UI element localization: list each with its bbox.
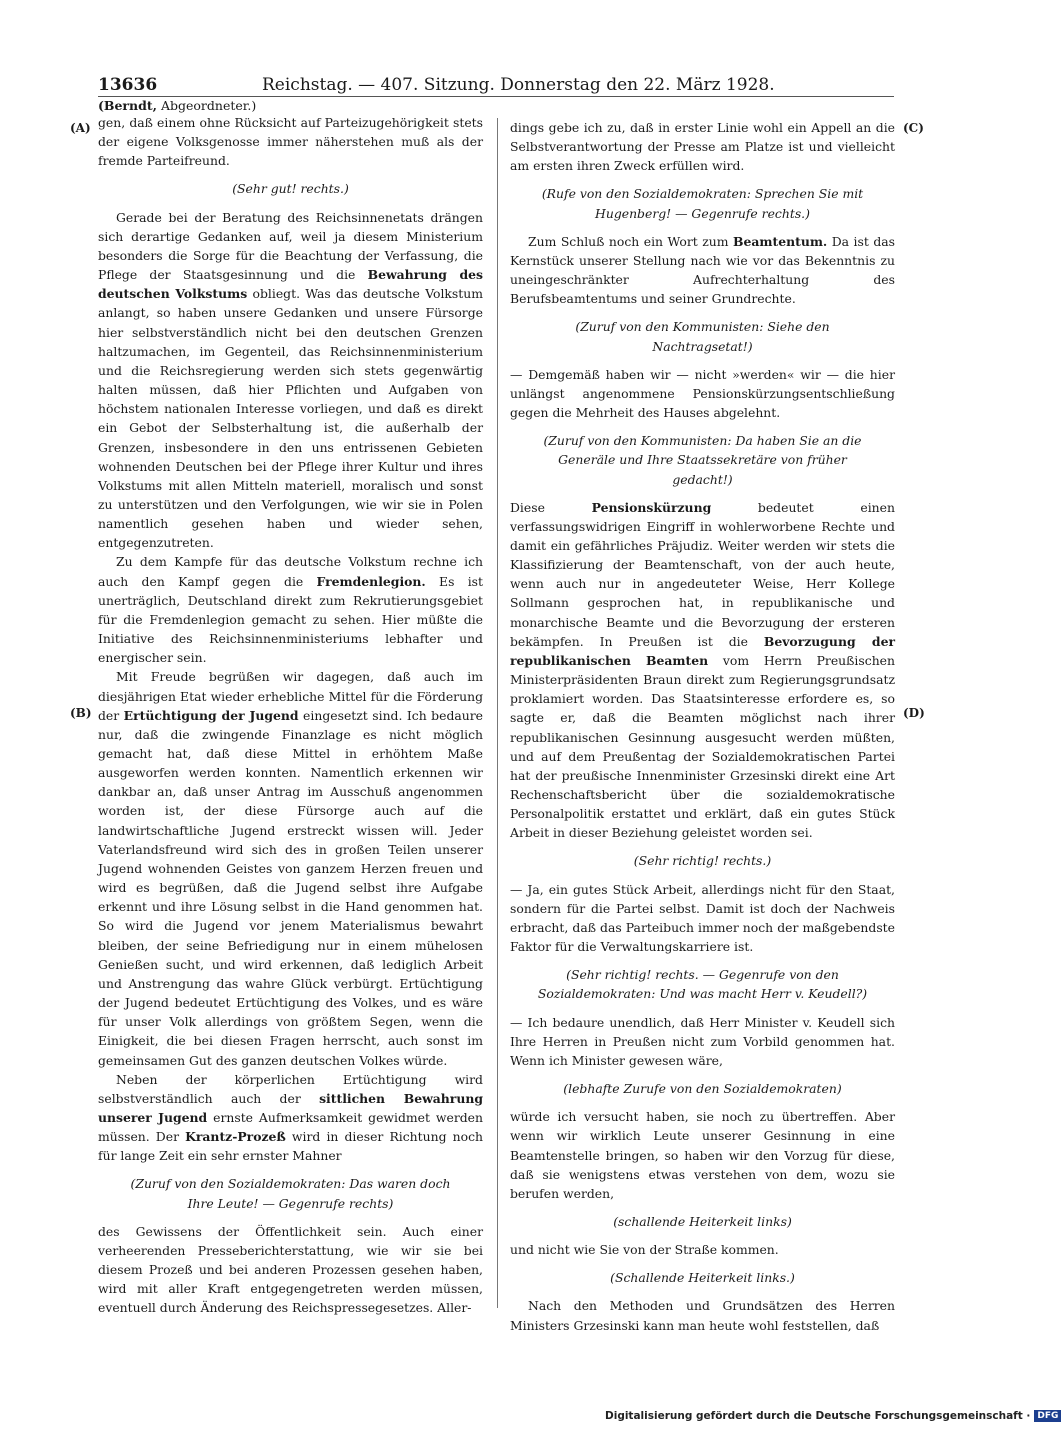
emphasis: sittlichen Bewahrung unserer Jugend [98, 1090, 484, 1125]
paragraph: dings gebe ich zu, daß in erster Linie wohl ein Appell an die Selbstverantwortung der Presse am Platze ist und vielleicht am ersten ihren Zweck erfüllen wird. [510, 120, 895, 174]
speaker-role: Abgeordneter.) [160, 98, 257, 113]
margin-marker-b: (B) [70, 706, 92, 720]
emphasis: Fremdenlegion. [316, 573, 426, 589]
right-column [510, 118, 895, 1333]
interjection: (Zuruf von den Kommunisten: Siehe den Nachtragsetat!) [575, 319, 830, 354]
interjection: (Zuruf von den Kommunisten: Da haben Sie an die Generäle und Ihre Staatssekretäre von früher gedacht!) [543, 433, 862, 487]
emphasis: Bewahrung des deutschen Volkstums [98, 267, 484, 302]
margin-marker-d: (D) [903, 706, 925, 720]
column-divider [497, 118, 498, 1308]
paragraph: Zum Schluß noch ein Wort zum Beamtentum. Da ist das Kernstück unserer Stellung nach wie vor das Bekenntnis zu uneingeschränkter Aufrechterhaltung des Berufsbeamtentums und seiner Grundrechte. [510, 233, 895, 307]
paragraph: Nach den Methoden und Grundsätzen des Herren Ministers Grzesinski kann man heute wohl feststellen, daß [510, 1298, 895, 1333]
header-title: Reichstag. — 407. Sitzung. Donnerstag den 22. März 1928. [262, 75, 775, 95]
paragraph: Diese Pensionskürzung bedeutet einen verfassungswidrigen Eingriff in wohlerworbene Rechte und damit ein gefährliches Präjudiz. Weiter werden wir stets die Klassifizierung der Beamtenschaft, von der auch heute, wenn auch nur in angedeuteter Weise, Herr Kollege Sollmann gesprochen hat, in republikanische und monarchische Beamte und die Bevorzugung der ersteren bekämpfen. In Preußen ist die Bevorzugung der republikanischen Beamten vom Herrn Preußischen Ministerpräsidenten Braun direkt zum Regierungsgrundsatz proklamiert worden. Das Staatsinteresse erfordere es, so sagte er, daß die Beamten möglichst nach ihrer republikanischen Gesinnung ausgesucht werden müßten, und auf dem Preußentag der Sozialdemokratischen Partei hat der preußische Innenminister Grzesinski direkt eine Art Rechenschaftsbericht über die sozialdemokratische Personalpolitik erstattet und erklärt, daß ein gutes Stück Arbeit in dieser Beziehung geleistet worden sei. [510, 499, 895, 841]
paragraph: würde ich versucht haben, sie noch zu übertreffen. Aber wenn wir wirklich Leute unserer Gesinnung in eine Beamtenstelle bringen, so haben wir den Vorzug für diese, daß sie wenigstens etwas verstehen von dem, wozu sie berufen werden, [510, 1109, 895, 1201]
paragraph: Neben der körperlichen Ertüchtigung wird selbstverständlich auch der sittlichen Bewahrung unserer Jugend ernste Aufmerksamkeit gewidmet werden müssen. Der Krantz-Prozeß wird in dieser Richtung noch für lange Zeit ein sehr ernster Mahner [98, 1071, 484, 1164]
emphasis: Krantz-Prozeß [185, 1129, 286, 1145]
interjection: (schallende Heiterkeit links) [613, 1213, 792, 1229]
interjection: (Sehr richtig! rechts.) [633, 853, 772, 869]
paragraph: — Demgemäß haben wir — nicht »werden« wir — die hier unlängst angenommene Pensionskürzungsentschließung gegen die Mehrheit des Hauses abgelehnt. [510, 366, 895, 421]
interjection: (Zuruf von den Sozialdemokraten: Das waren doch Ihre Leute! — Gegenrufe rechts) [130, 1176, 451, 1211]
paragraph: — Ja, ein gutes Stück Arbeit, allerdings nicht für den Staat, sondern für die Partei selbst. Damit ist doch der Nachweis erbracht, daß das Parteibuch immer noch der maßgebendste Faktor für die Verwaltungskarriere ist. [510, 881, 895, 955]
paragraph: Gerade bei der Beratung des Reichsinnenetats drängen sich derartige Gedanken auf, weil ja diesem Ministerium besonders die Sorge für die Beachtung der Verfassung, die Pflege der Staatsgesinnung und die Bewahrung des deutschen Volkstums obliegt. Was das deutsche Volkstum anlangt, so haben unsere Gedanken und unsere Fürsorge hier selbstverständlich nicht bei den deutschen Grenzen haltzumachen, im Gegenteil, das Reichsinnenministerium und die Reichsregierung werden sich stets gegenwärtig halten müssen, daß hier Pflichten und Aufgaben von höchstem nationalen Interesse vorliegen, und daß es direkt ein Gebot der Selbsterhaltung ist, die außerhalb der Grenzen, insbesondere in den uns entrissenen Gebieten wohnenden Deutschen bei der Pflege ihrer Kultur und ihres Volkstums mit allen Mitteln materiell, moralisch und sonst zu unterstützen und den Verfolgungen, wie wir sie in Polen namentlich gesehen haben und wieder sehen, entgegenzutreten. [98, 209, 484, 551]
interjection: (Rufe von den Sozialdemokraten: Sprechen Sie mit Hugenberg! — Gegenrufe rechts.) [541, 186, 864, 221]
interjection: (lebhafte Zurufe von den Sozialdemokraten) [563, 1081, 842, 1097]
dfg-logo: DFG [1034, 1410, 1061, 1422]
page-number: 13636 [98, 75, 158, 95]
paragraph: gen, daß einem ohne Rücksicht auf Parteizugehörigkeit stets der eigene Volksgenosse immer näherstehen muß als der fremde Parteifreund. [98, 115, 483, 169]
emphasis: Ertüchtigung der Jugend [123, 707, 299, 723]
emphasis: Pensionskürzung [591, 499, 712, 515]
paragraph: Mit Freude begrüßen wir dagegen, daß auch im diesjährigen Etat wieder erhebliche Mittel für die Förderung der Ertüchtigung der Jugend eingesetzt sind. Ich bedaure nur, daß die zwingende Finanzlage es nicht möglich gemacht hat, daß diese Mittel in erhöhtem Maße ausgeworfen werden konnten. Namentlich erkennen wir dankbar an, daß unser Antrag im Ausschuß angenommen worden ist, der diese Fürsorge auch auf die landwirtschaftliche Jugend erstreckt wissen will. Jeder Vaterlandsfreund wird sich des in großen Teilen unserer Jugend wohnenden Geistes von ganzem Herzen freuen und wird es begrüßen, daß die Jugend selbst ihre Aufgabe erkennt und ihre Lösung selbst in die Hand genommen hat. So wird die Jugend vor jenem Materialismus bewahrt bleiben, der seine Befriedigung nur in einem mühelosen Genießen sucht, und wird erkennen, daß lediglich Arbeit und Anstrengung das wahre Glück verbürgt. Ertüchtigung der Jugend bedeutet Ertüchtigung des Volkes, und es wäre für unser Volk allerdings von größtem Segen, wenn die Einigkeit, die bei diesen Fragen herrscht, auch sonst im gemeinsamen Gut des ganzen deutschen Volkes würde. [98, 669, 483, 1068]
speaker-name: (Berndt, [98, 98, 157, 113]
emphasis: Beamtentum. [732, 233, 828, 249]
digitization-credit [605, 1410, 1061, 1422]
interjection: (Sehr gut! rechts.) [232, 181, 349, 197]
interjection: (Sehr richtig! rechts. — Gegenrufe von den Sozialdemokraten: Und was macht Herr v. Keudell?) [537, 967, 868, 1002]
credit-text: Digitalisierung gefördert durch die Deutsche Forschungsgemeinschaft · [605, 1410, 1031, 1422]
margin-marker-a: (A) [70, 121, 91, 135]
page-header [98, 72, 894, 98]
left-column [98, 113, 484, 1316]
interjection: (Schallende Heiterkeit links.) [610, 1270, 795, 1286]
paragraph: und nicht wie Sie von der Straße kommen. [510, 1242, 779, 1258]
margin-marker-c: (C) [903, 121, 924, 135]
paragraph: — Ich bedaure unendlich, daß Herr Minister v. Keudell sich Ihre Herren in Preußen nicht zum Vorbild genommen hat. Wenn ich Minister gewesen wäre, [510, 1014, 895, 1068]
paragraph: des Gewissens der Öffentlichkeit sein. Auch einer verheerenden Presseberichterstattung, wie wir sie bei diesem Prozeß und bei anderen Prozessen gesehen haben, wird mit aller Kraft entgegengetreten werden müssen, eventuell durch Änderung des Reichspressegesetzes. Aller- [98, 1223, 483, 1316]
paragraph: Zu dem Kampfe für das deutsche Volkstum rechne ich auch den Kampf gegen die Fremdenlegion. Es ist unerträglich, Deutschland direkt zum Rekrutierungsgebiet für die Fremdenlegion gemacht zu sehen. Hier müßte die Initiative des Reichsinnenministeriums lebhafter und energischer sein. [98, 554, 483, 666]
emphasis: Bevorzugung der republikanischen Beamten [510, 633, 895, 668]
